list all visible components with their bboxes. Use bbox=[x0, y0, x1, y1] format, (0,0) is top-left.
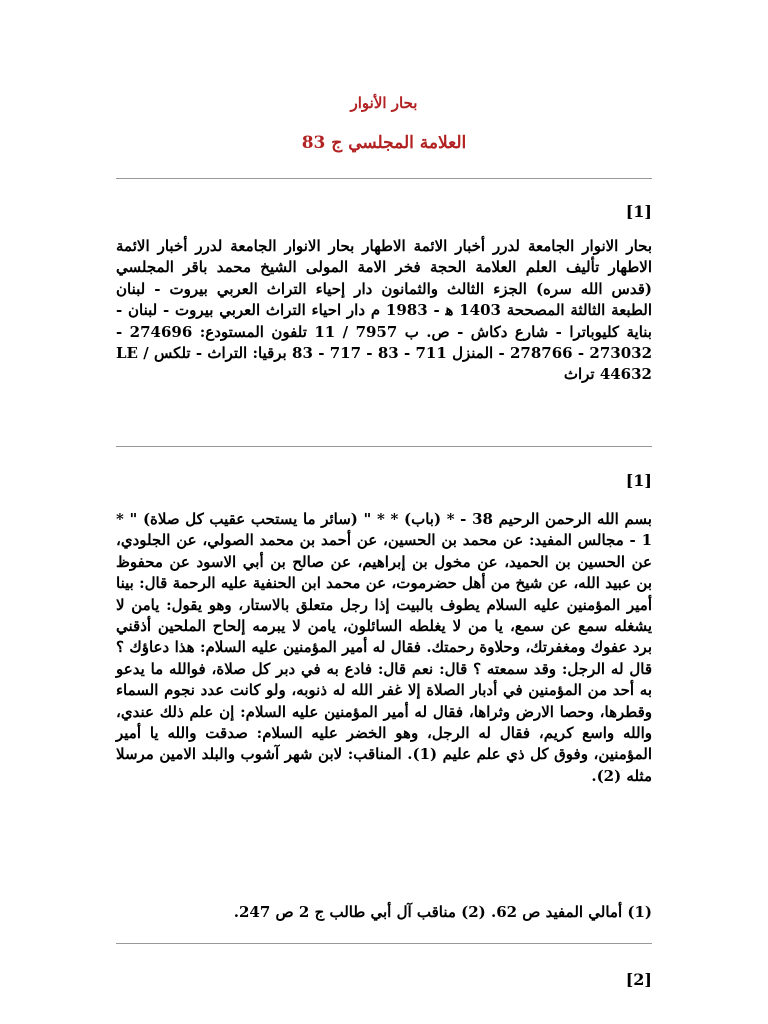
page-marker: [1] bbox=[625, 202, 652, 221]
page-marker: [2] bbox=[625, 970, 652, 989]
divider bbox=[116, 943, 652, 944]
divider bbox=[116, 178, 652, 179]
footnote: (1) أمالي المفيد ص 62. (2) مناقب آل أبي طالب ج 2 ص 247. bbox=[233, 903, 652, 921]
publication-info-paragraph: بحار الانوار الجامعة لدرر أخبار الائمة الاطهار بحار الانوار الجامعة لدرر أخبار الائمة الاطهار تأليف العلم العلامة الحجة فخر الامة المولى الشيخ محمد باقر المجلسي (قدس الله سره) الجزء الثالث والثمانون دار إحياء التراث العربي بيروت - لبنان الطبعة الثالثة المصححة 1403 ه‍ - 1983 م دار احياء التراث العربي بيروت - لبنان - بناية كليوباترا - شارع دكاش - ص. ب 7957 / 11 تلفون المستودع: 274696 - 273032 - 278766 - المنزل 711 - 83 - 717 - 83 برقيا: التراث - تلكس LE / 44632 تراث bbox=[116, 237, 653, 384]
divider bbox=[116, 446, 652, 447]
page-marker: [1] bbox=[625, 471, 652, 490]
document-page bbox=[116, 0, 652, 1024]
author-volume-title: العلامة المجلسي ج 83 bbox=[301, 133, 467, 153]
book-title: بحار الأنوار bbox=[350, 94, 418, 112]
hadith-paragraph: بسم الله الرحمن الرحيم 38 - * (باب) * * " (سائر ما يستحب عقيب كل صلاة) " * 1 - مجالس المفيد: عن محمد بن الحسين، عن أحمد بن محمد الصولي، عن الجلودي، عن الحسين بن الحميد، عن مخول بن إبراهيم، عن صالح بن أبي الاسود عن محفوظ بن عبيد الله، عن شيخ من أهل حضرموت، عن محمد ابن الحنفية عليه الرحمة قال: بينا أمير المؤمنين عليه السلام يطوف بالبيت إذا رجل متعلق بالاستار، وهو يقول: يامن لا يشغله سمع عن سمع، يا من لا يغلطه السائلون، يامن لا يبرمه إلحاح الملحين أذقني برد عفوك ومغفرتك، وحلاوة رحمتك. فقال له أمير المؤمنين عليه السلام: هذا دعاؤك ؟ قال له الرجل: وقد سمعته ؟ قال: نعم قال: فادع به في دبر كل صلاة، فوالله ما يدعو به أحد من المؤمنين في أدبار الصلاة إلا غفر الله له ذنوبه، ولو كانت عدد نجوم السماء وقطرها، وحصا الارض وثراها، فقال له أمير المؤمنين عليه السلام: إن علم ذلك عندي، والله واسع كريم، فقال له الرجل، وهو الخضر عليه السلام: صدقت والله يا أمير المؤمنين، وفوق كل ذي علم عليم (1). المناقب: لابن شهر آشوب والبلد الامين مرسلا مثله (2). bbox=[116, 510, 652, 785]
